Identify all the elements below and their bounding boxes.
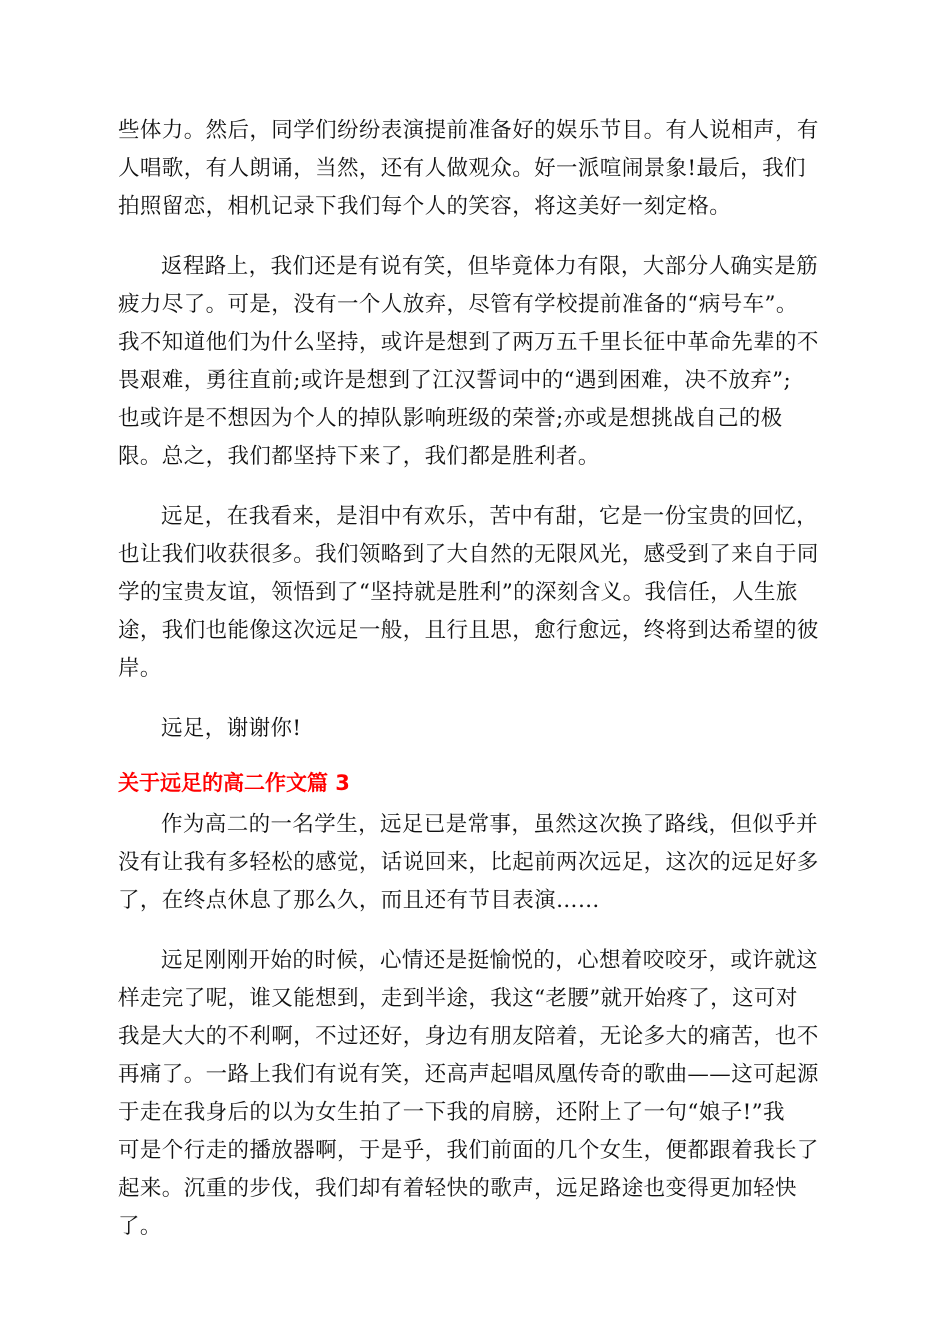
paragraph-2	[118, 248, 834, 476]
document-page	[118, 112, 834, 1268]
text-line: 学的宝贵友谊，领悟到了“坚持就是胜利”的深刻含义。我信任，人生旅	[118, 580, 798, 605]
paragraph-3	[118, 498, 834, 688]
text-line: 畏艰难，勇往直前;或许是想到了江汉誓词中的“遇到困难，决不放弃”;	[118, 368, 792, 393]
text-line: 了。	[118, 1214, 162, 1239]
text-line: 远足刚刚开始的时候，心情还是挺愉悦的，心想着咬咬牙，或许就这	[161, 948, 819, 973]
text-line: 我不知道他们为什么坚持，或许是想到了两万五千里长征中革命先辈的不	[118, 330, 819, 355]
paragraph-5	[118, 806, 834, 920]
text-line: 岸。	[118, 656, 162, 681]
text-line: 疲力尽了。可是，没有一个人放弃，尽管有学校提前准备的“病号车”。	[118, 292, 798, 317]
essay-body-top	[118, 112, 834, 748]
text-line: 返程路上，我们还是有说有笑，但毕竟体力有限，大部分人确实是筋	[161, 254, 819, 279]
text-line: 可是个行走的播放器啊，于是乎，我们前面的几个女生，便都跟着我长了	[118, 1138, 819, 1163]
essay-body-bottom	[118, 806, 834, 1246]
text-line: 也让我们收获很多。我们领略到了大自然的无限风光，感受到了来自于同	[118, 542, 819, 567]
text-line: 途，我们也能像这次远足一般，且行且思，愈行愈远，终将到达希望的彼	[118, 618, 819, 643]
paragraph-4	[118, 710, 834, 748]
text-line: 些体力。然后，同学们纷纷表演提前准备好的娱乐节目。有人说相声，有	[118, 118, 819, 143]
text-line: 了，在终点休息了那么久，而且还有节目表演……	[118, 888, 600, 913]
text-line: 也或许是不想因为个人的掉队影响班级的荣誉;亦或是想挑战自己的极	[118, 406, 783, 431]
text-line: 没有让我有多轻松的感觉，话说回来，比起前两次远足，这次的远足好多	[118, 850, 819, 875]
text-line: 拍照留恋，相机记录下我们每个人的笑容，将这美好一刻定格。	[118, 194, 732, 219]
text-line: 样走完了呢，谁又能想到，走到半途，我这“老腰”就开始疼了，这可对	[118, 986, 798, 1011]
text-line: 起来。沉重的步伐，我们却有着轻快的歌声，远足路途也变得更加轻快	[118, 1176, 797, 1201]
section-heading: 关于远足的高二作文篇 3	[118, 771, 350, 795]
text-line: 于走在我身后的以为女生拍了一下我的肩膀，还附上了一句“娘子!”我	[118, 1100, 785, 1125]
paragraph-1	[118, 112, 834, 226]
text-line: 作为高二的一名学生，远足已是常事，虽然这次换了路线，但似乎并	[161, 812, 819, 837]
text-line: 远足，谢谢你!	[161, 716, 302, 741]
text-line: 再痛了。一路上我们有说有笑，还高声起唱凤凰传奇的歌曲——这可起源	[118, 1062, 819, 1087]
text-line: 人唱歌，有人朗诵，当然，还有人做观众。好一派喧闹景象!最后，我们	[118, 156, 806, 181]
text-line: 限。总之，我们都坚持下来了，我们都是胜利者。	[118, 444, 600, 469]
text-line: 远足，在我看来，是泪中有欢乐，苦中有甜，它是一份宝贵的回忆，	[161, 504, 819, 529]
text-line: 我是大大的不利啊，不过还好，身边有朋友陪着，无论多大的痛苦，也不	[118, 1024, 819, 1049]
paragraph-6	[118, 942, 834, 1246]
